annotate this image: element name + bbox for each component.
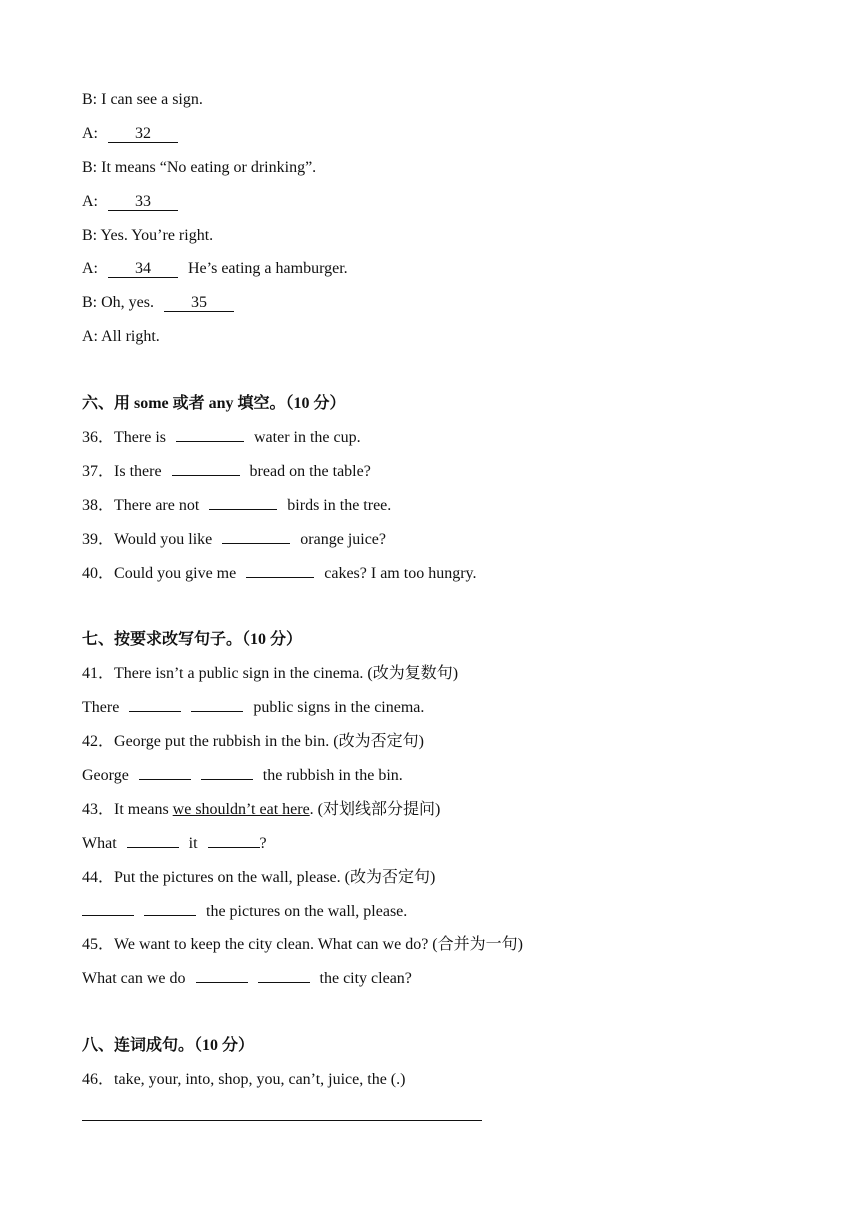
answer-blank[interactable] <box>201 779 253 780</box>
question-number: 45． <box>82 936 115 953</box>
question-number: 44． <box>82 869 115 886</box>
question-text: Would you like <box>114 531 213 548</box>
answer-blank[interactable] <box>196 982 248 983</box>
answer-blank[interactable] <box>82 1102 482 1121</box>
answer-line-44 <box>82 902 407 922</box>
dialogue-line-8 <box>82 327 160 347</box>
speaker: B: <box>82 227 98 244</box>
question-number: 38． <box>82 497 115 514</box>
answer-line-41 <box>82 698 424 718</box>
speaker: B: <box>82 91 98 108</box>
line-text: Oh, yes. <box>101 294 155 311</box>
question-text: It means <box>114 801 173 818</box>
question-44 <box>82 868 435 888</box>
answer-line-42 <box>82 766 403 786</box>
answer-line-43 <box>82 834 267 854</box>
question-number: 37． <box>82 463 115 480</box>
question-text: Put the pictures on the wall, please. (改为否定句) <box>114 869 436 886</box>
answer-blank[interactable] <box>191 711 243 712</box>
answer-blank[interactable] <box>144 915 196 916</box>
question-37 <box>82 462 371 482</box>
answer-blank[interactable] <box>209 509 277 510</box>
answer-blank[interactable] <box>246 577 314 578</box>
answer-line-45 <box>82 969 412 989</box>
answer-blank[interactable] <box>139 779 191 780</box>
answer-blank[interactable] <box>127 847 179 848</box>
question-number: 36． <box>82 429 115 446</box>
answer-blank[interactable] <box>222 543 290 544</box>
question-number: 41． <box>82 665 115 682</box>
question-text: There are not <box>114 497 200 514</box>
question-46 <box>82 1070 405 1090</box>
question-41 <box>82 664 458 684</box>
question-text: birds in the tree. <box>287 497 392 514</box>
question-text: George put the rubbish in the bin. (改为否定句) <box>114 733 424 750</box>
line-text: All right. <box>101 328 160 345</box>
answer-text: the city clean? <box>319 970 412 987</box>
question-text: Is there <box>114 463 162 480</box>
speaker: A: <box>82 125 98 142</box>
line-text: It means “No eating or drinking”. <box>101 159 317 176</box>
answer-blank-32[interactable]: 32 <box>108 125 178 143</box>
answer-blank-34[interactable]: 34 <box>108 260 178 278</box>
question-45 <box>82 935 523 955</box>
section-6-title: 六、用 some 或者 any 填空。（10 分） <box>82 395 346 412</box>
question-text: bread on the table? <box>249 463 371 480</box>
speaker: A: <box>82 193 98 210</box>
section-7-title: 七、按要求改写句子。（10 分） <box>82 631 303 648</box>
answer-text: the pictures on the wall, please. <box>206 903 408 920</box>
question-36 <box>82 428 361 448</box>
question-number: 46． <box>82 1071 115 1088</box>
answer-blank[interactable] <box>129 711 181 712</box>
answer-blank[interactable] <box>172 475 240 476</box>
line-text: I can see a sign. <box>101 91 203 108</box>
question-number: 43． <box>82 801 115 818</box>
dialogue-line-7 <box>82 293 234 313</box>
answer-blank-33[interactable]: 33 <box>108 193 178 211</box>
dialogue-line-2 <box>82 124 178 144</box>
answer-blank-35[interactable]: 35 <box>164 294 234 312</box>
answer-text: There <box>82 699 120 716</box>
dialogue-line-4 <box>82 192 178 212</box>
speaker: B: <box>82 159 98 176</box>
speaker: B: <box>82 294 98 311</box>
answer-blank[interactable] <box>208 847 260 848</box>
answer-text: What can we do <box>82 970 186 987</box>
answer-blank[interactable] <box>176 441 244 442</box>
question-text: orange juice? <box>300 531 387 548</box>
question-number: 42． <box>82 733 115 750</box>
line-text: Yes. You’re right. <box>100 227 214 244</box>
question-38 <box>82 496 391 516</box>
speaker: A: <box>82 328 98 345</box>
answer-text: George <box>82 767 129 784</box>
question-number: 40． <box>82 565 115 582</box>
question-number: 39． <box>82 531 115 548</box>
question-text: We want to keep the city clean. What can we do? (合并为一句) <box>114 936 523 953</box>
question-text: There is <box>114 429 166 446</box>
dialogue-line-5 <box>82 226 213 246</box>
answer-blank[interactable] <box>82 915 134 916</box>
dialogue-line-1 <box>82 90 203 110</box>
section-8-title: 八、连词成句。（10 分） <box>82 1037 255 1054</box>
dialogue-line-6 <box>82 259 348 279</box>
speaker: A: <box>82 260 98 277</box>
answer-text: public signs in the cinema. <box>253 699 425 716</box>
question-text: cakes? I am too hungry. <box>324 565 477 582</box>
question-text: . (对划线部分提问) <box>309 801 441 818</box>
answer-text: the rubbish in the bin. <box>262 767 403 784</box>
underlined-phrase: we shouldn’t eat here <box>172 801 310 818</box>
question-39 <box>82 530 386 550</box>
question-40 <box>82 564 476 584</box>
answer-text: What <box>82 835 117 852</box>
question-text: water in the cup. <box>254 429 361 446</box>
dialogue-line-3 <box>82 158 316 178</box>
answer-text: ? <box>259 835 267 852</box>
answer-blank[interactable] <box>258 982 310 983</box>
question-42 <box>82 732 424 752</box>
answer-text: it <box>188 835 198 852</box>
question-text: Could you give me <box>114 565 237 582</box>
line-text: He’s eating a hamburger. <box>188 260 348 277</box>
question-43 <box>82 800 440 820</box>
question-text: take, your, into, shop, you, can’t, juice, the (.) <box>114 1071 406 1088</box>
question-text: There isn’t a public sign in the cinema. (改为复数句) <box>114 665 459 682</box>
answer-line-46 <box>82 1102 482 1127</box>
